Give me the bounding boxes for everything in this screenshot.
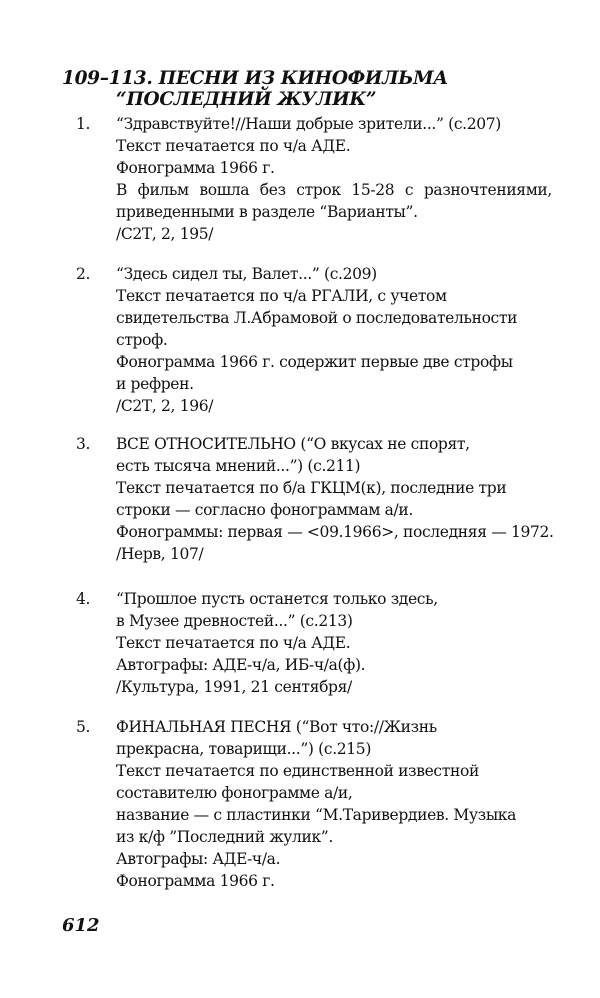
entry-line: В фильм вошла без строк 15-28 с разночтениями, [116,181,552,199]
entry-line: составителю фонограмме а/и, [116,784,353,802]
entry-line: ФИНАЛЬНАЯ ПЕСНЯ (“Вот что://Жизнь [116,718,437,736]
heading-line-1: 109–113. ПЕСНИ ИЗ КИНОФИЛЬМА [62,68,449,89]
note-entry-3 [76,433,591,565]
note-entry-4 [76,588,591,698]
entry-line: из к/ф ”Последний жулик”. [116,828,333,846]
entry-line: Текст печатается по ч/а РГАЛИ, с учетом [116,287,447,305]
entry-line: приведенными в разделе “Варианты”. [116,203,418,221]
section-heading [62,68,582,110]
entry-line: Фонограмма 1966 г. [116,872,275,890]
entry-number: 3. [76,435,91,453]
entry-number: 4. [76,590,91,608]
entry-line: прекрасна, товарищи...”) (с.215) [116,740,372,758]
entry-line: Автографы: АДЕ-ч/а. [116,850,281,868]
entry-line: есть тысяча мнений...”) (с.211) [116,457,361,475]
entry-line: Фонограмма 1966 г. [116,159,275,177]
entry-line: строки — согласно фонограммам а/и. [116,501,413,519]
entry-line: “Здесь сидел ты, Валет...” (с.209) [116,265,377,283]
entry-line: /Нерв, 107/ [116,545,204,563]
entry-line: “Здравствуйте!//Наши добрые зрители...” (с.207) [116,115,501,133]
note-entry-1 [76,113,591,245]
entry-number: 5. [76,718,91,736]
entry-line: название — с пластинки “М.Таривердиев. Музыка [116,806,517,824]
entry-line: свидетельства Л.Абрамовой о последовательности [116,309,518,327]
entry-line: Автографы: АДЕ-ч/а, ИБ-ч/а(ф). [116,656,366,674]
entry-line: Фонограммы: первая — <09.1966>, последняя — 1972. [116,523,554,541]
entry-line: и рефрен. [116,375,194,393]
entry-line: /Культура, 1991, 21 сентября/ [116,678,352,696]
entry-line: /С2Т, 2, 196/ [116,397,214,415]
entry-number: 1. [76,115,91,133]
entry-line: Текст печатается по ч/а АДЕ. [116,634,351,652]
entry-line: в Музее древностей...” (с.213) [116,612,353,630]
note-entry-2 [76,263,591,417]
entry-line: Текст печатается по ч/а АДЕ. [116,137,351,155]
entry-number: 2. [76,265,91,283]
page-number: 612 [62,915,100,936]
entry-line: /С2Т, 2, 195/ [116,225,214,243]
entry-line: строф. [116,331,168,349]
entry-line: Текст печатается по б/а ГКЦМ(к), последние три [116,479,507,497]
entry-line: Фонограмма 1966 г. содержит первые две строфы [116,353,513,371]
heading-line-2: “ПОСЛЕДНИЙ ЖУЛИК” [116,89,377,110]
note-entry-5 [76,716,591,892]
entry-line: Текст печатается по единственной известной [116,762,479,780]
entry-line: ВСЕ ОТНОСИТЕЛЬНО (“О вкусах не спорят, [116,435,470,453]
entry-line: “Прошлое пусть останется только здесь, [116,590,438,608]
